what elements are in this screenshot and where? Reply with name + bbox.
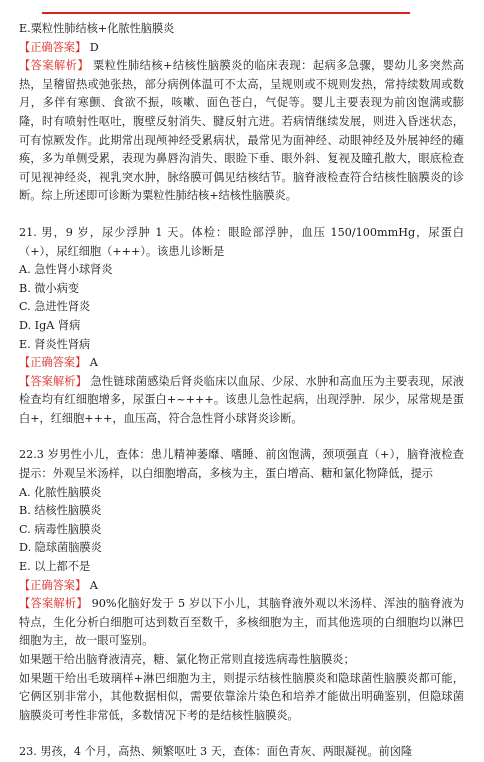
answer-value: A — [89, 578, 98, 592]
option-b: B. 微小病变 — [19, 281, 80, 295]
answer-value: D — [89, 40, 99, 54]
option-d: D. IgA 肾病 — [19, 318, 81, 332]
option-c: C. 急进性肾炎 — [19, 300, 91, 314]
option-e: E. 肾炎性肾病 — [19, 337, 91, 351]
question-22 — [19, 446, 464, 725]
option-a: A. 急性肾小球肾炎 — [19, 263, 113, 277]
answer-label: 【正确答案】 — [19, 40, 87, 54]
analysis-text: 90%化脑好发于 5 岁以下小儿，其脑脊液外观以米汤样、浑浊的脑脊液为特点，生化分析白细胞可达到数百至数千，多核细胞为主，而其他选项的白细胞均以淋巴细胞为主，故一眼可鉴别。 — [19, 597, 464, 648]
document-page — [19, 20, 464, 762]
answer-line — [19, 354, 464, 373]
analysis-paragraph — [19, 595, 464, 651]
option-d: D. 隐球菌脑膜炎 — [19, 541, 102, 555]
question-stem: 22.3 岁男性小儿，查体：患儿精神萎靡、嗜睡、前囟饱满，颈项强直（+），脑脊液检查提示：外观呈米汤样，以白细胞增高，多核为主，蛋白增高、糖和氯化物降低，提示 — [19, 448, 464, 481]
question-21 — [19, 224, 464, 429]
option-e: E.粟粒性肺结核+化脓性脑膜炎 — [19, 22, 175, 35]
option-a: A. 化脓性脑膜炎 — [19, 485, 102, 499]
answer-label: 【正确答案】 — [19, 578, 87, 592]
answer-value: A — [89, 356, 98, 370]
analysis-label: 【答案解析】 — [19, 374, 87, 388]
option-e: E. 以上都不是 — [19, 560, 91, 574]
analysis-text: 急性链球菌感染后肾炎临床以血尿、少尿、水肿和高血压为主要表现，尿液检查均有红细胞增多，尿蛋白+~+++。该患儿急性起病，出现浮肿．尿少，尿常规是蛋白+，红细胞+++，血压高，符合急性肾小球肾炎诊断。 — [19, 374, 464, 425]
option-b: B. 结核性脑膜炎 — [19, 504, 102, 518]
analysis-label: 【答案解析】 — [19, 59, 89, 73]
answer-line — [19, 577, 464, 596]
header-rule — [42, 12, 410, 14]
analysis-label: 【答案解析】 — [19, 597, 88, 611]
question-20 — [19, 20, 464, 206]
analysis-extra-2: 如果题干给出毛玻璃样+淋巴细胞为主，则提示结核性脑膜炎和隐球菌性脑膜炎都可能，它俩区别非常小，其他数据相似，需要依靠涂片染色和培养才能做出明确鉴别，但隐球菌脑膜炎可考性非常低，多数情况下考的是结核性脑膜炎。 — [19, 671, 464, 722]
answer-line — [19, 39, 464, 58]
question-stem: 21. 男，9 岁，尿少浮肿 1 天。体检：眼睑部浮肿，血压 150/100mmHg，尿蛋白（+），尿红细胞（+++）。该患儿诊断是 — [19, 225, 464, 258]
analysis-text: 粟粒性肺结核+结核性脑膜炎的临床表现：起病多急骤，婴幼儿多突然高热，呈稽留热或弛张热，部分病例体温可不太高，呈规则或不规则发热，常持续数周或数月，多伴有寒颤、食欲不振，咳嗽、面色苍白，气促等。婴儿主要表现为前囟饱满或膨隆，时有喷射性呕吐，腹壁反射消失、腱反射亢进。若病情继续发展，则进入昏迷状态，可有惊厥发作。此期常出现颅神经受累病状，最常见为面神经、动眼神经及外展神经的瘫痪，多为单侧受累，表现为鼻唇沟消失、眼睑下垂、眼外斜、复视及瞳孔散大，眼底检查可见视神经炎，视乳突水肿，脉络膜可偶见结核结节。脑脊液检查符合结核性脑膜炎的诊断。综上所述即可诊断为粟粒性肺结核+结核性脑膜炎。 — [19, 59, 464, 203]
analysis-paragraph — [19, 373, 464, 429]
question-23 — [19, 743, 464, 762]
answer-label: 【正确答案】 — [19, 356, 87, 370]
question-stem: 23. 男孩，4 个月，高热、频繁呕吐 3 天，查体：面色青灰、两眼凝视。前囟隆 — [19, 745, 413, 759]
analysis-paragraph — [19, 57, 464, 206]
analysis-extra-1: 如果题干给出脑脊液清亮，糖、氯化物正常则直接选病毒性脑膜炎； — [19, 653, 355, 666]
option-c: C. 病毒性脑膜炎 — [19, 522, 102, 536]
